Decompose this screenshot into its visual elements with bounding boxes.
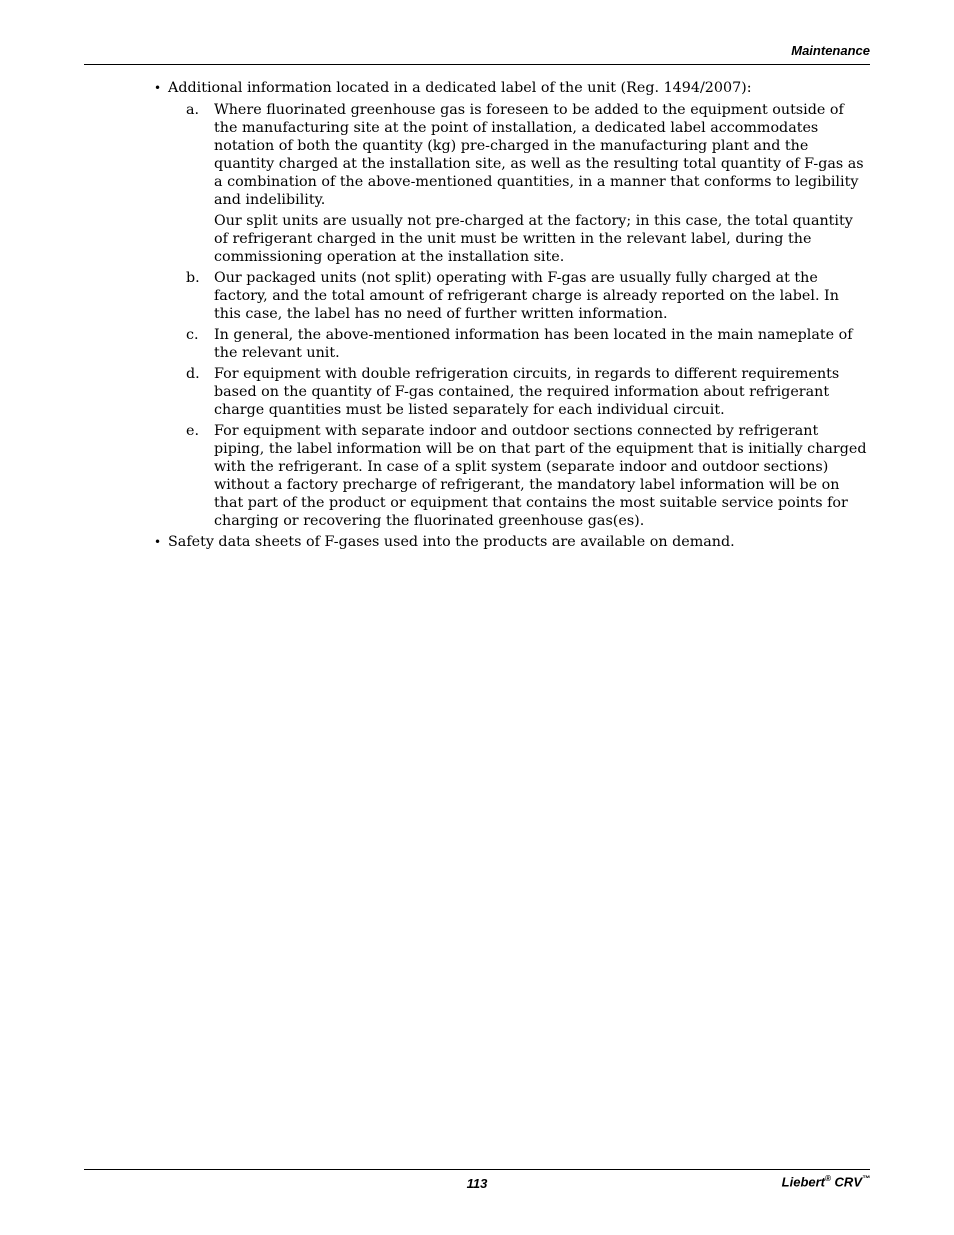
list-paragraph: Our split units are usually not pre-charged at the factory; in this case, the total quantity of refrigerant charged in the unit must be written in the relevant label, during the commissioning operation at the installation site. [214,213,853,265]
list-item [168,422,870,530]
list-marker: d. [186,366,200,382]
registered-mark: ® [825,1174,831,1183]
list-item [168,269,870,323]
bullet-text: Safety data sheets of F-gases used into the products are available on demand. [168,534,735,550]
bullet-text: Additional information located in a dedicated label of the unit (Reg. 1494/2007): [168,80,752,96]
list-item [168,326,870,362]
footer-brand [782,1174,870,1189]
bullet-marker: • [154,81,162,95]
list-paragraph: Our packaged units (not split) operating with F-gas are usually fully charged at the factory, and the total amount of refrigerant charge is already reported on the label. In this case, the label has no need of further written information. [214,270,839,322]
list-paragraph: For equipment with separate indoor and outdoor sections connected by refrigerant piping, the label information will be on that part of the equipment that is initially charged with the refrigerant. In case of a split system (separate indoor and outdoor sections) without a factory precharge of refrigerant, the mandatory label information will be on that part of the product or equipment that contains the most suitable service points for charging or recovering the fluorinated greenhouse gas(es). [214,423,867,529]
list-paragraph: In general, the above-mentioned information has been located in the main nameplate of the relevant unit. [214,327,853,361]
running-header: Maintenance [791,43,870,58]
list-paragraph: Where fluorinated greenhouse gas is foreseen to be added to the equipment outside of the manufacturing site at the point of installation, a dedicated label accommodates notation of both the quantity (kg) pre-charged in the manufacturing plant and the quantity charged at the installation site, as well as the resulting total quantity of F-gas as a combination of the above-mentioned quantities, in a manner that conforms to legibility and indelibility. [214,102,864,208]
list-item [168,365,870,419]
list-paragraph: For equipment with double refrigeration circuits, in regards to different requirements based on the quantity of F-gas contained, the required information about refrigerant charge quantities must be listed separately for each individual circuit. [214,366,840,418]
list-marker: b. [186,270,200,286]
list-marker: c. [186,327,199,343]
trademark-mark: ™ [862,1174,870,1183]
list-marker: a. [186,102,200,118]
brand-name: Liebert [781,1174,826,1190]
sub-list [168,101,870,530]
product-name: CRV [834,1174,862,1190]
list-item [168,101,870,266]
page-body [150,79,870,551]
bullet-item [150,79,870,530]
page-number: 113 [466,1176,488,1191]
footer-rule [84,1169,870,1170]
bullet-marker: • [154,535,162,549]
bullet-item [150,533,870,551]
header-rule [84,64,870,65]
list-marker: e. [186,423,200,439]
